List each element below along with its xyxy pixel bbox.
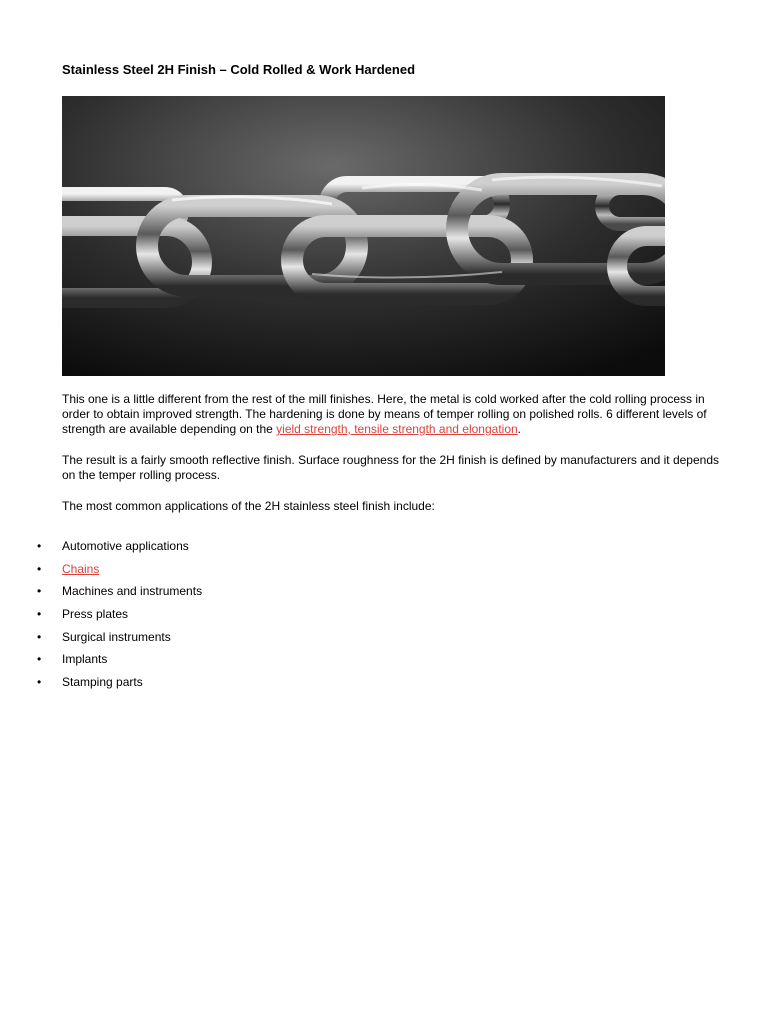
page-title: Stainless Steel 2H Finish – Cold Rolled & Work Hardened <box>62 62 416 77</box>
list-item-label: Implants <box>62 652 108 667</box>
list-item <box>0 628 202 651</box>
list-item <box>0 673 202 696</box>
applications-intro: The most common applications of the 2H stainless steel finish include: <box>62 499 435 513</box>
bullet-icon: • <box>37 539 42 553</box>
intro-text-end: . <box>517 422 522 436</box>
intro-text: This one is a little different from the rest of the mill finishes. Here, the metal is cold worked after the cold rolling process in order to obtain improved strength. The hardening is done by means of temper rolling on polished rolls. 6 different levels of strength are available depending on the <box>62 392 707 436</box>
list-item-label: Automotive applications <box>62 539 189 553</box>
bullet-icon: • <box>37 652 42 667</box>
yield-strength-link[interactable]: yield strength, tensile strength and elongation <box>276 422 518 436</box>
list-item[interactable] <box>0 560 202 583</box>
list-item <box>0 582 202 605</box>
list-item <box>0 650 202 673</box>
intro-paragraph <box>62 392 732 437</box>
bullet-icon: • <box>37 584 42 599</box>
bullet-icon: • <box>37 607 42 622</box>
list-item-label: Press plates <box>62 607 129 622</box>
bullet-icon: • <box>37 561 42 576</box>
list-item-label: Stamping parts <box>62 675 143 690</box>
chains-link[interactable]: Chains <box>62 561 100 576</box>
finish-paragraph: The result is a fairly smooth reflective finish. Surface roughness for the 2H finish is defined by manufacturers and it depends on the temper rolling process. <box>62 453 719 482</box>
list-item <box>0 537 202 560</box>
applications-list <box>0 537 202 696</box>
chain-photo <box>62 96 665 376</box>
list-item <box>0 605 202 628</box>
list-item-label: Machines and instruments <box>62 584 203 599</box>
bullet-icon: • <box>37 675 42 690</box>
bullet-icon: • <box>37 629 42 644</box>
list-item-label: Surgical instruments <box>62 629 171 644</box>
